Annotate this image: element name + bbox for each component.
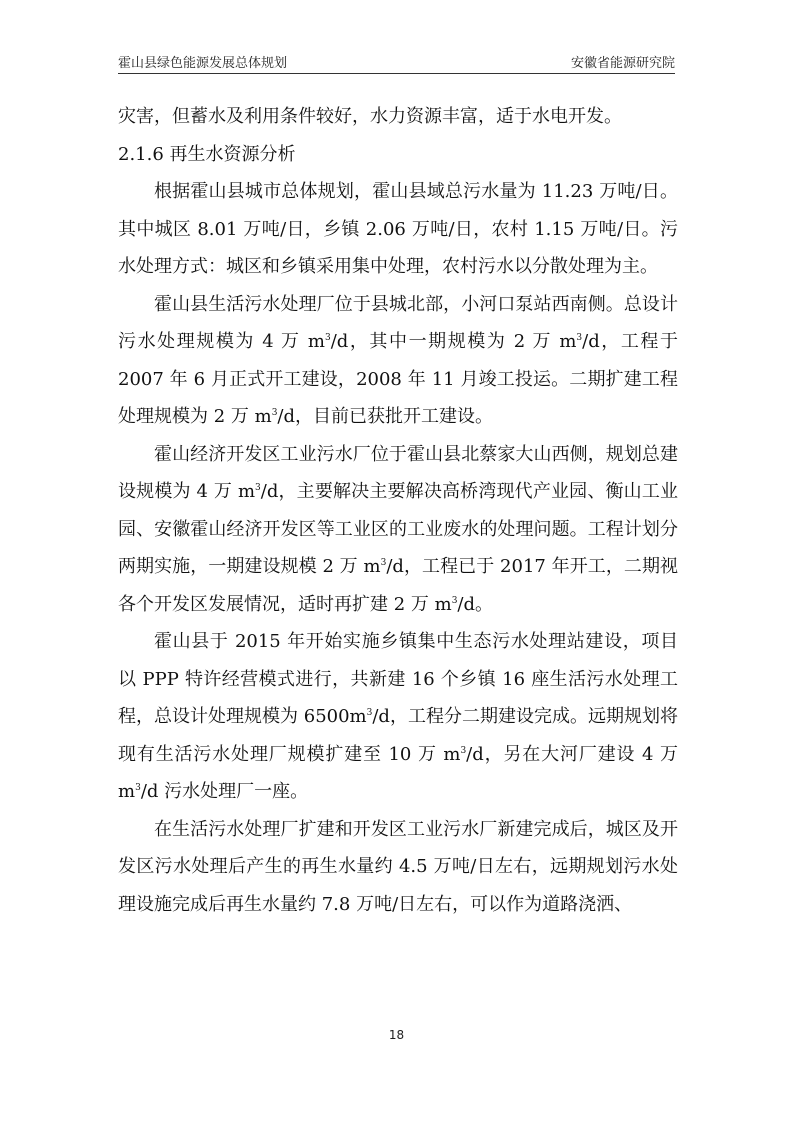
paragraph-reclaimed-water: 在生活污水处理厂扩建和开发区工业污水厂新建完成后，城区及开发区污水处理后产生的再生水量约 4.5 万吨/日左右，远期规划污水处理设施完成后再生水量约 7.8 万吨/日左右，可以作为道路浇洒、 [118, 818, 678, 915]
page-number: 18 [388, 1028, 405, 1042]
paragraph-industrial-plant: 霍山经济开发区工业污水厂位于霍山县北蔡家大山西侧，规划总建设规模为 4 万 $m^3/d$，主要解决主要解决高桥湾现代产业园、衡山工业园、安徽霍山经济开发区等工业区的工业废水的处理问题。工程计划分两期实施，一期建设规模 2 万 $m^3/d$，工程已于 2017 年开工，二期视各个开发区发展情况，适时再扩建 2 万 $m^3/d$。 [118, 443, 679, 615]
paragraph-township-stations: 霍山县于 2015 年开始实施乡镇集中生态污水处理站建设，项目以 PPP 特许经营模式进行，共新建 16 个乡镇 16 座生活污水处理工程，总设计处理规模为 $6500m^3/d$，工程分二期建设完成。远期规划将现有生活污水处理厂规模扩建至 10 万 $m^3/d$，另在大河厂建设 4 万 $m^3/d$ 污水处理厂一座。 [118, 631, 678, 802]
header-divider [118, 73, 675, 74]
page-header [118, 52, 675, 72]
superscript: 3 [324, 333, 331, 343]
superscript: 3 [271, 408, 278, 418]
superscript: 3 [576, 333, 583, 343]
superscript: 3 [451, 595, 458, 606]
paragraph-domestic-plant: 霍山县生活污水处理厂位于县城北部，小河口泵站西南侧。总设计污水处理规模为 4 万 $m^3/d$，其中一期规模为 2 万 $m^3/d$，工程于 2007 年 6 月正式开工建设，2008 年 11 月竣工投运。二期扩建工程处理规模为 2 万 $m^3/d$，目前已获批开工建设。 [118, 293, 678, 427]
header-document-title: 霍山县绿色能源发展总体规划 [118, 56, 288, 71]
superscript: 3 [366, 708, 373, 718]
superscript: 3 [460, 745, 467, 756]
superscript: 3 [135, 783, 141, 793]
continued-paragraph: 灾害，但蓄水及利用条件较好，水力资源丰富，适于水电开发。 [118, 106, 622, 127]
document-body [118, 98, 678, 923]
superscript: 3 [380, 558, 387, 568]
paragraph-total-sewage: 根据霍山县城市总体规划，霍山县域总污水量为 11.23 万吨/日。其中城区 8.01 万吨/日，乡镇 2.06 万吨/日，农村 1.15 万吨/日。污水处理方式：城区和乡镇采用集中处理，农村污水以分散处理为主。 [118, 181, 678, 277]
superscript: 3 [255, 483, 261, 493]
section-heading: 2.1.6 再生水资源分析 [118, 143, 296, 165]
header-organization: 安徽省能源研究院 [570, 56, 675, 71]
